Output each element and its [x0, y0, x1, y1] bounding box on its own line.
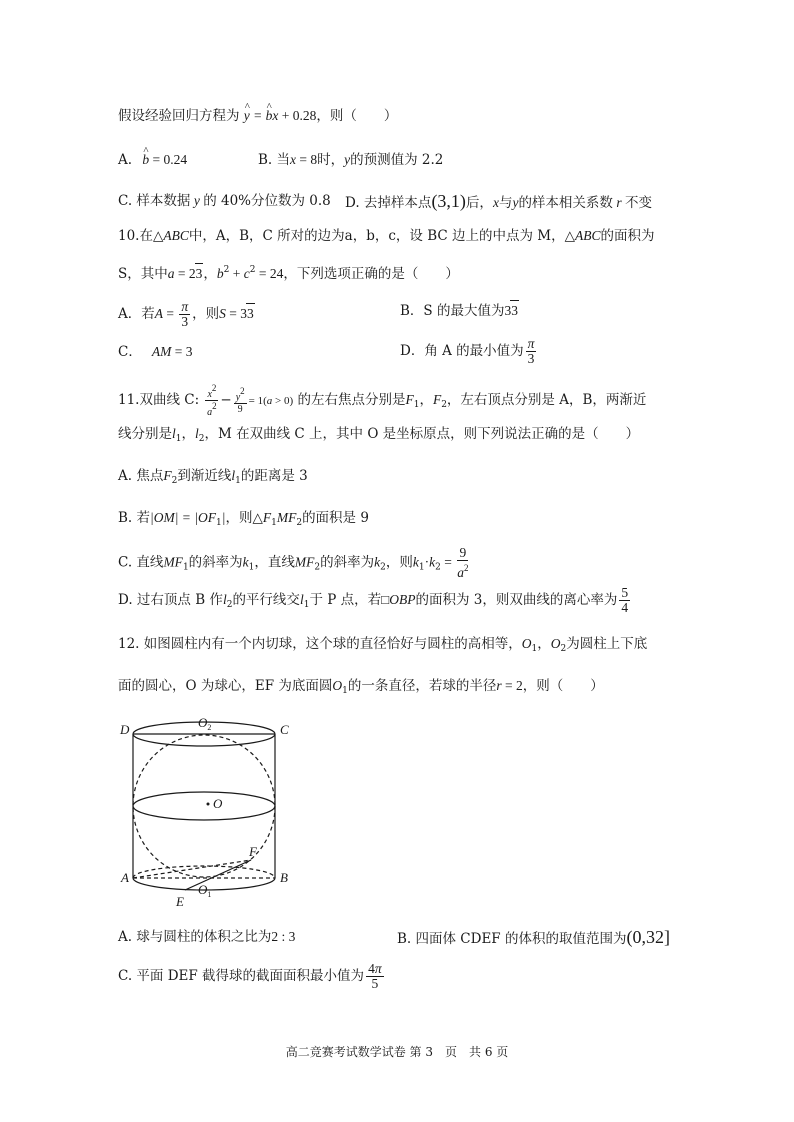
label-c: C: [280, 722, 289, 737]
cylinder-sphere-figure: [118, 710, 308, 910]
q12-line1: 12. 如图圆柱内有一个内切球，这个球的直径恰好与圆柱的高相等，$O_1$，$O_2$为圆柱上下底: [118, 636, 648, 654]
bottom-back-arc: [133, 866, 275, 878]
q11-line1: 11.双曲线 C: $\frac{x2}{a2}$ − $\frac{y2}{9}$ = 1(a > 0) 的左右焦点分别是$F_1$，$F_2$，左右顶点分别是 A，B，两渐近: [118, 383, 647, 418]
q12-option-c: C. 平面 DEF 截得球的截面面积最小值为 $\frac{4\pi}{5}$: [118, 961, 382, 991]
equator-back: [133, 792, 275, 806]
label-o: O: [213, 796, 223, 811]
label-o2: $O_2$: [198, 715, 212, 732]
q12-line2: 面的圆心，O 为球心，EF 为底面圆$O_1$的一条直径，若球的半径r = 2，则（ ）: [118, 678, 604, 696]
q11-option-b: B. 若$|OM| = |OF_1|$，则$\triangle F_1MF_2$的面积是 9: [118, 510, 369, 528]
q11-option-d: D. 过右顶点 B 作$l_2$的平行线交$l_1$于 P 点，若□OBP的面积为 3，则双曲线的离心率为 $\frac{5}{4}$: [118, 585, 629, 615]
q9-option-d: D. 去掉样本点(3,1)后，x与y的样本相关系数 r 不变: [345, 191, 652, 211]
q12-option-a: A. 球与圆柱的体积之比为2 : 3: [118, 929, 296, 945]
label-a: A: [121, 870, 129, 885]
q11-option-a: A. 焦点$F_2$到渐近线$l_1$的距离是 3: [118, 468, 308, 486]
label-e: E: [176, 894, 184, 909]
q12-option-b: B. 四面体 CDEF 的体积的取值范围为(0,32]: [397, 927, 670, 947]
q10-option-c: C． AM = 3: [118, 344, 193, 360]
q11-option-c: C. 直线$MF_1$的斜率为$k_1$，直线$MF_2$的斜率为$k_2$，则$k_1\cdot k_2$ = $\frac{9}{a^2}$: [118, 545, 469, 580]
q10-line1: 10.在△ABC中，A，B，C 所对的边为a，b，c，设 BC 边上的中点为 M，△ABC的面积为: [118, 228, 655, 244]
sphere-center-dot: [207, 803, 210, 806]
q10-option-b: B．S 的最大值为33: [400, 300, 519, 321]
q10-option-a: A．若A = $\frac{\pi}{3}$ ，则S = 33: [118, 299, 254, 329]
label-d: D: [120, 722, 130, 737]
label-b: B: [280, 870, 288, 885]
q11-line2: 线分别是$l_1$，$l_2$，M 在双曲线 C 上，其中 O 是坐标原点，则下列说法正确的是（ ）: [118, 426, 640, 444]
segment-ac: [133, 860, 251, 878]
q9-option-c: C. 样本数据 y 的 40%分位数为 0.8: [118, 193, 331, 209]
q9-option-a: A. ^ b = 0.24: [118, 150, 187, 170]
q10-option-d: D．角 A 的最小值为 $\frac{\pi}{3}$: [400, 336, 535, 366]
label-o1: $O_1$: [198, 882, 212, 899]
q10-line2: S，其中a = 23，$b^2 + c^2 = 24$，下列选项正确的是（ ）: [118, 265, 459, 282]
page-footer: 高二竞赛考试数学试卷 第 3 页 共 6 页: [285, 1045, 509, 1059]
q9-stem: 假设经验回归方程为 ^ y = ^ bx + 0.28，则（ ）: [118, 106, 397, 126]
label-f: F: [249, 844, 257, 859]
q9-option-b: B. 当x = 8时，y的预测值为 2.2: [258, 152, 444, 168]
equator-front: [133, 806, 275, 820]
